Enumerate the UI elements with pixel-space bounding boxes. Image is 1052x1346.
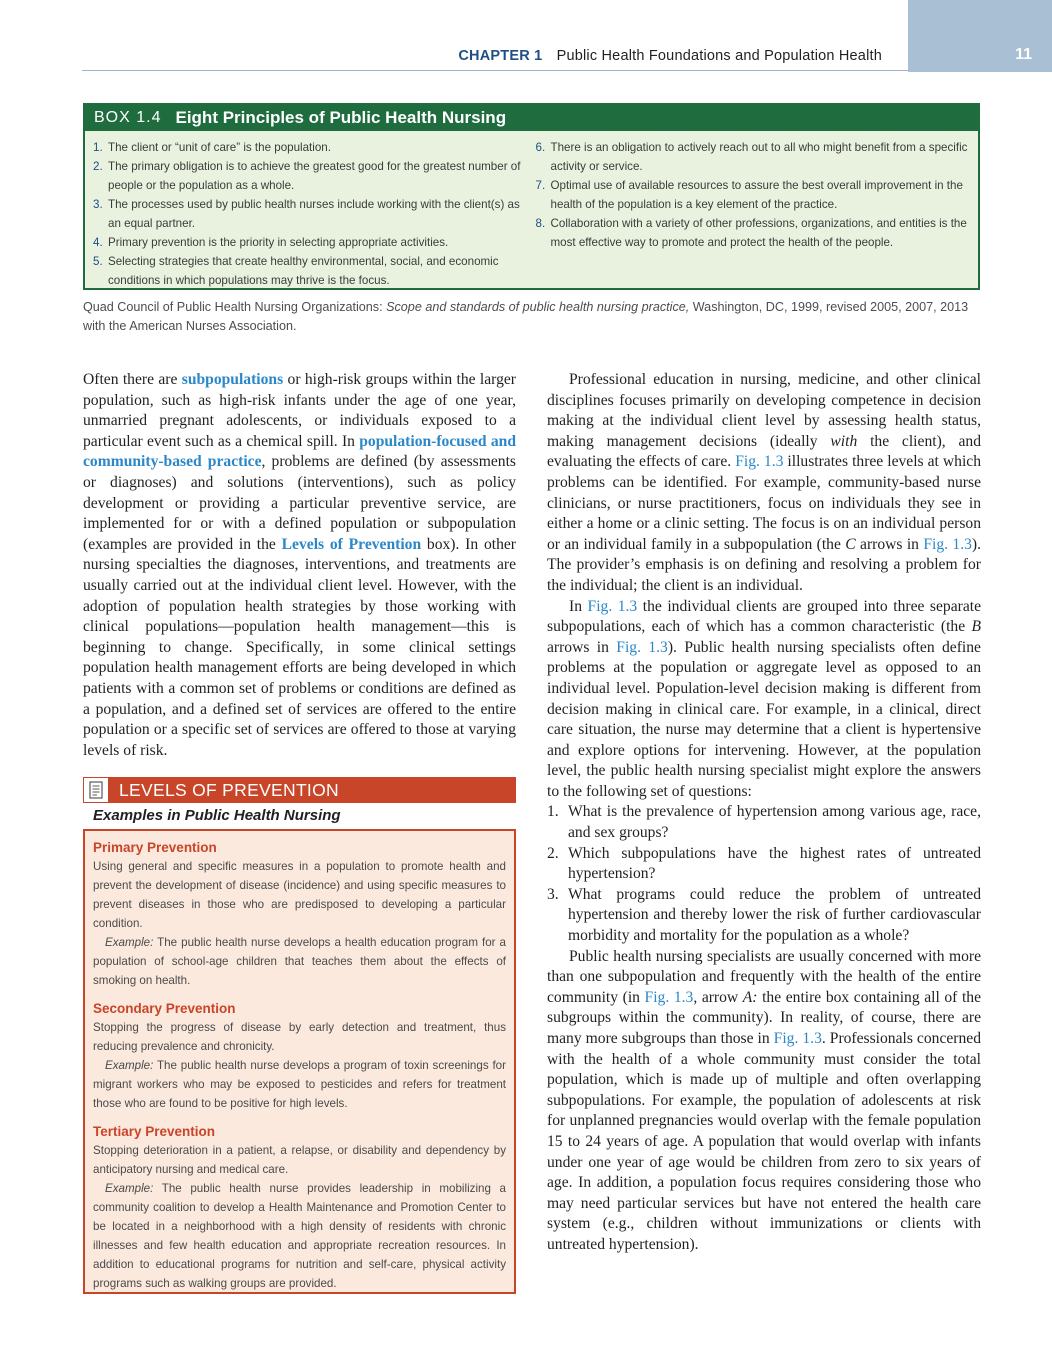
example-label: Example: <box>105 1059 154 1072</box>
question-item <box>547 885 981 947</box>
principle-text: The primary obligation is to achieve the greatest good for the greatest number of people or the population as a whole. <box>108 160 521 192</box>
question-number: 1. <box>547 803 559 821</box>
prevention-section <box>93 1000 506 1113</box>
figure-link[interactable]: Fig. 1.3 <box>735 453 784 471</box>
figure-link[interactable]: Fig. 1.3 <box>587 597 638 615</box>
prevention-example <box>93 1179 506 1293</box>
prevention-example <box>93 933 506 990</box>
question-list <box>547 802 981 946</box>
prevention-heading: Tertiary Prevention <box>93 1124 216 1139</box>
paragraph: Often there are subpopulations or high-risk groups within the larger population, such as high-risk infants under the age of one year, unmarried pregnant adolescents, or individuals exposed to a particular event such as a chemical spill. In population-focused and community-based practice, problems are defined (by assessments or diagnoses) and solutions (interventions), such as policy development or providing a particular preventive service, are implemented for or with a defined population or subpopulation (examples are provided in the Levels of Prevention box). In other nursing specialties the diagnoses, interventions, and treatments are usually carried out at the individual client level. However, with the adoption of population health strategies by those working with clinical populations—population health management—this is beginning to change. Specifically, in some clinical settings population health management efforts are being developed in which patients with a common set of problems or conditions are defined as a population, and a defined set of services are offered to the entire population or a specific set of services are offered to those at varying levels of risk. <box>83 371 517 759</box>
question-text: What programs could reduce the problem of untreated hypertension and thereby lower the risk of further cardiovascular morbidity and mortality for the population as a whole? <box>568 885 981 945</box>
example-label: Example: <box>105 936 154 949</box>
principle-item <box>93 233 528 252</box>
paragraph: Professional education in nursing, medicine, and other clinical disciplines focuses primarily on developing competence in decision making at the individual client level by assessing health status, making management decisions (ideally with the client), and evaluating the effects of care. Fig. 1.3 illustrates three levels at which problems can be identified. For example, community-based nurse clinicians, or nurse practitioners, focus on individuals they see in either a home or a clinic setting. The focus is on an individual person or an individual family in a subpopulation (the C arrows in Fig. 1.3). The provider’s emphasis is on defining and resolving a problem for the individual; the client is an individual. <box>547 371 982 594</box>
prevention-text <box>93 857 506 990</box>
box-citation <box>83 298 980 336</box>
box-right-column <box>528 138 971 290</box>
prevention-definition: Stopping the progress of disease by early detection and treatment, thus reducing prevalence and chronicity. <box>93 1021 506 1053</box>
principle-text: The client or “unit of care” is the population. <box>108 141 331 154</box>
right-column <box>547 370 981 1256</box>
box-title: Eight Principles of Public Health Nursing <box>175 108 507 127</box>
box-header <box>85 105 978 131</box>
document-icon <box>83 777 109 803</box>
chapter-label: CHAPTER 1 <box>458 48 543 64</box>
figure-link[interactable]: Fig. 1.3 <box>773 1030 822 1047</box>
question-item <box>547 802 981 843</box>
link-levels-of-prevention[interactable]: Levels of Prevention <box>281 535 422 553</box>
example-label: Example: <box>105 1182 154 1195</box>
prevention-section <box>93 1123 506 1293</box>
example-text: The public health nurse develops a program of toxin screenings for migrant workers who may be exposed to pesticides and refers for treatment those who are found to be positive for high levels. <box>93 1059 506 1110</box>
term-link-subpopulations[interactable]: subpopulations <box>181 371 284 388</box>
paragraph: Public health nursing specialists are usually concerned with more than one subpopulation and frequently with the health of the entire community (in Fig. 1.3, arrow A: the entire box containing all of the subgroups within the community). In reality, of course, there are many more subgroups than those in Fig. 1.3. Professionals concerned with the health of a whole community must consider the total population, which is made up of multiple and often overlapping subpopulations. For example, the population of adolescents at risk for unplanned pregnancies would overlap with the female population 15 to 24 years of age. A population that would overlap with infants under one year of age would be children from zero to six years of age. In addition, a population focus requires considering those who may need particular services but have not entered the health care system (e.g., children without immunizations or clients with untreated hypertension). <box>547 947 982 1253</box>
citation-title: Scope and standards of public health nursing practice, <box>386 300 690 314</box>
question-text: Which subpopulations have the highest rates of untreated hypertension? <box>568 844 981 883</box>
running-head <box>458 48 882 64</box>
prevention-heading: Primary Prevention <box>93 840 217 855</box>
levels-of-prevention-box <box>83 829 516 1294</box>
prevention-definition: Stopping deterioration in a patient, a relapse, or disability and dependency by anticipatory nursing and medical care. <box>93 1144 506 1176</box>
page-header <box>0 0 1052 72</box>
chapter-title: Public Health Foundations and Population Health <box>556 48 882 64</box>
citation-text-end: Washington, DC, 1999, revised 2005, 2007, 2013 with the American Nurses Association. <box>83 300 969 333</box>
example-text: The public health nurse provides leadership in mobilizing a community coalition to develop a Health Maintenance and Promotion Center to be located in a neighborhood with a high density of residents with chronic illnesses and few health education and appropriate recreation resources. In addition to educational programs for nutrition and self-care, physical activity programs such as walking groups are provided. <box>93 1182 506 1290</box>
figure-link[interactable]: Fig. 1.3 <box>644 988 694 1006</box>
citation-text: Quad Council of Public Health Nursing Organizations: <box>83 300 387 314</box>
principle-number: 3. <box>93 198 103 211</box>
question-item <box>547 844 981 885</box>
box-left-column <box>93 138 528 290</box>
prevention-heading: Secondary Prevention <box>93 1001 236 1016</box>
prevention-text <box>93 1018 506 1113</box>
principle-text: Optimal use of available resources to assure the best overall improvement in the health of the population is a key element of the practice. <box>550 179 963 211</box>
header-rule <box>82 70 908 71</box>
principle-item <box>93 252 528 290</box>
principle-number: 2. <box>93 160 103 173</box>
principle-number: 7. <box>535 179 546 192</box>
principle-number: 8. <box>535 217 546 230</box>
principle-number: 1. <box>93 141 103 154</box>
principle-text: There is an obligation to actively reach out to all who might benefit from a specific activity or service. <box>550 141 968 173</box>
principle-item <box>93 138 528 157</box>
question-number: 3. <box>547 885 559 903</box>
example-text: The public health nurse develops a health education program for a population of school-age children that teaches them about the effects of smoking on health. <box>93 936 506 987</box>
principle-item <box>93 157 528 195</box>
box-label: BOX 1.4 <box>94 109 162 126</box>
box-principles <box>83 103 980 290</box>
prevention-definition: Using general and specific measures in a population to promote health and prevent the development of disease (incidence) and using specific measures to prevent diseases in those who are predisposed to developing a particular condition. <box>93 860 506 930</box>
principle-number: 6. <box>535 141 546 154</box>
principle-number: 5. <box>93 255 103 268</box>
principle-item <box>93 195 528 233</box>
levels-of-prevention-subtitle: Examples in Public Health Nursing <box>93 807 341 824</box>
principle-text: Selecting strategies that create healthy environmental, social, and economic conditions in which populations may thrive is the focus. <box>108 255 499 287</box>
question-number: 2. <box>547 844 559 862</box>
principle-text: Primary prevention is the priority in selecting appropriate activities. <box>108 236 449 249</box>
paragraph: In Fig. 1.3 the individual clients are grouped into three separate subpopulations, each of which has a common characteristic (the B arrows in Fig. 1.3). Public health nursing specialists often define problems at the population or aggregate level as opposed to an individual level. Population-level decision making is different from decision making in clinical care. For example, in a clinical, direct care situation, the nurse may determine that a client is hypertensive and explore options for intervening. However, at the population level, the public health nursing specialist might explore the answers to the following set of questions: <box>547 597 982 800</box>
principle-text: Collaboration with a variety of other professions, organizations, and entities is the most effective way to promote and protect the health of the people. <box>550 217 967 249</box>
principle-text: The processes used by public health nurses include working with the client(s) as an equal partner. <box>108 198 520 230</box>
page-number: 11 <box>1015 46 1032 63</box>
prevention-text <box>93 1141 506 1293</box>
levels-of-prevention-header <box>83 777 516 803</box>
term-link-population-focused[interactable]: population-focused and community-based practice <box>83 432 517 471</box>
principle-item <box>536 176 971 214</box>
levels-of-prevention-title: LEVELS OF PREVENTION <box>119 779 339 800</box>
principle-item <box>536 138 971 176</box>
figure-link[interactable]: Fig. 1.3 <box>923 535 972 553</box>
question-text: What is the prevalence of hypertension among various age, race, and sex groups? <box>568 803 981 842</box>
principle-number: 4. <box>93 236 103 249</box>
figure-link[interactable]: Fig. 1.3 <box>616 638 668 656</box>
prevention-section <box>93 839 506 990</box>
prevention-example <box>93 1056 506 1113</box>
left-column <box>83 370 516 761</box>
principle-item <box>536 214 971 252</box>
